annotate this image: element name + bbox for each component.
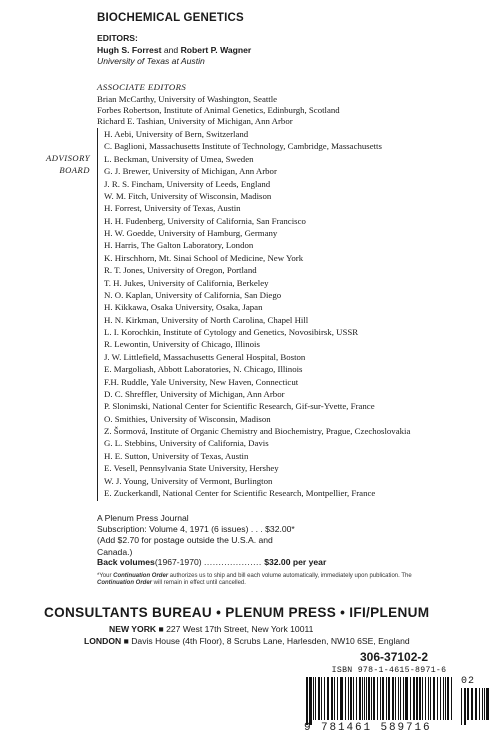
list-item: D. C. Shreffler, University of Michigan, Ann Arbor bbox=[104, 388, 285, 399]
publisher-name: CONSULTANTS BUREAU • PLENUM PRESS • IFI/PLENUM bbox=[44, 605, 430, 620]
barcode-bar bbox=[445, 677, 446, 720]
list-item: N. O. Kaplan, University of California, San Diego bbox=[104, 289, 282, 300]
list-item: G. L. Stebbins, University of California, Davis bbox=[104, 438, 269, 449]
note-emphasis: Continuation Order bbox=[97, 580, 152, 587]
list-item: Richard E. Tashian, University of Michigan, Ann Arbor bbox=[97, 116, 293, 127]
list-item: T. H. Jukes, University of California, Berkeley bbox=[104, 277, 269, 288]
barcode-bar bbox=[471, 688, 473, 720]
barcode-bar bbox=[373, 677, 375, 720]
barcode-digits: 9 781461 589716 bbox=[304, 722, 432, 734]
barcode-bar bbox=[419, 677, 421, 720]
address-text: ■ Davis House (4th Floor), 8 Scrubs Lane, Harlesden, NW10 6SE, England bbox=[121, 636, 410, 646]
editor-name: Hugh S. Forrest bbox=[97, 45, 162, 55]
editors-label: EDITORS: bbox=[97, 33, 138, 43]
barcode-bar bbox=[425, 677, 426, 720]
list-item: J. R. S. Fincham, University of Leeds, England bbox=[104, 178, 271, 189]
postage-note: (Add $2.70 for postage outside the U.S.A. and bbox=[97, 535, 273, 546]
barcode-bar bbox=[334, 677, 335, 720]
barcode-bar bbox=[388, 677, 390, 720]
list-item: J. W. Littlefield, Massachusetts General Hospital, Boston bbox=[104, 351, 306, 362]
barcode-bar bbox=[430, 677, 431, 720]
list-item: O. Smithies, University of Wisconsin, Madison bbox=[104, 413, 271, 424]
barcode-bar bbox=[395, 677, 396, 720]
barcode-bar bbox=[428, 677, 429, 720]
note-text: will remain in effect until cancelled. bbox=[152, 580, 246, 587]
barcode-bar bbox=[337, 677, 338, 720]
barcode-bar bbox=[440, 677, 441, 720]
barcode-bar bbox=[382, 677, 384, 720]
journal-title: BIOCHEMICAL GENETICS bbox=[97, 12, 244, 24]
note-text: *Your bbox=[97, 573, 114, 579]
barcode-bar bbox=[398, 677, 399, 720]
barcode bbox=[304, 666, 494, 742]
list-item: C. Baglioni, Massachusetts Institute of Technology, Cambridge, Massachusetts bbox=[104, 141, 382, 152]
list-item: E. Margoliash, Abbott Laboratories, N. Chicago, Illinois bbox=[104, 364, 303, 375]
list-item: R. Lewontin, University of Chicago, Illinois bbox=[104, 339, 260, 350]
leader-dots: .................... bbox=[204, 557, 262, 567]
barcode-bar bbox=[443, 677, 444, 720]
list-item: W. J. Young, University of Vermont, Burlington bbox=[104, 475, 273, 486]
barcode-bar bbox=[350, 677, 352, 720]
barcode-bar bbox=[340, 677, 343, 720]
list-item: K. Hirschhorn, Mt. Sinai School of Medicine, New York bbox=[104, 252, 304, 263]
barcode-bar bbox=[486, 688, 489, 720]
list-item: E. Vesell, Pennsylvania State University, Hershey bbox=[104, 463, 279, 474]
barcode-bar bbox=[368, 677, 370, 720]
barcode-bar bbox=[362, 677, 363, 720]
list-item: E. Zuckerkandl, National Center for Scientific Research, Montpellier, France bbox=[104, 487, 376, 498]
barcode-bar bbox=[479, 688, 480, 720]
new-york-address bbox=[109, 624, 313, 634]
isbn-text: ISBN 978-1-4615-8971-6 bbox=[331, 666, 447, 675]
barcode-bar bbox=[392, 677, 394, 720]
barcode-bar bbox=[437, 677, 438, 720]
list-item: L. Beckman, University of Umea, Sweden bbox=[104, 153, 254, 164]
barcode-bar bbox=[422, 677, 423, 720]
list-item: H. Harris, The Galton Laboratory, London bbox=[104, 240, 254, 251]
list-item: L. I. Korochkin, Institute of Cytology and Genetics, Novosibirsk, USSR bbox=[104, 327, 359, 337]
associate-editors-label: ASSOCIATE EDITORS bbox=[97, 82, 187, 92]
list-item: H. W. Goedde, University of Hamburg, Germany bbox=[104, 228, 278, 238]
subscription-info bbox=[97, 513, 295, 558]
city-label: LONDON bbox=[84, 636, 122, 646]
editors-names bbox=[97, 45, 251, 55]
editor-name: Robert P. Wagner bbox=[180, 45, 252, 55]
barcode-bar bbox=[377, 677, 378, 720]
list-item: H. Aebi, University of Bern, Switzerland bbox=[104, 129, 249, 139]
barcode-bar bbox=[451, 677, 452, 720]
advisory-label-line: BOARD bbox=[59, 164, 90, 175]
continuation-order-note bbox=[97, 573, 427, 588]
note-text: authorizes us to ship and bill each volume automatically, immediately upon publication. The bbox=[168, 573, 412, 579]
barcode-bar bbox=[321, 677, 322, 720]
list-item: H. N. Kirkman, University of North Carolina, Chapel Hill bbox=[104, 314, 309, 325]
barcode-bar bbox=[380, 677, 381, 720]
back-volumes-label: Back volumes bbox=[97, 557, 155, 567]
back-volumes-price: $32.00 per year bbox=[264, 557, 327, 567]
list-item: R. T. Jones, University of Oregon, Portland bbox=[104, 265, 257, 276]
barcode-bar bbox=[318, 677, 320, 720]
list-item: F.H. Ruddle, Yale University, New Haven, Connecticut bbox=[104, 376, 299, 387]
list-item: H. Kikkawa, Osaka University, Osaka, Japan bbox=[104, 302, 263, 313]
city-label: NEW YORK bbox=[109, 624, 157, 634]
barcode-bar bbox=[345, 677, 346, 720]
address-text: ■ 227 West 17th Street, New York 10011 bbox=[156, 624, 314, 634]
barcode-bar bbox=[482, 688, 483, 720]
barcode-bar bbox=[331, 677, 333, 720]
barcode-bar bbox=[364, 677, 365, 720]
advisory-board-list bbox=[104, 128, 410, 499]
back-volumes-years: (1967-1970) bbox=[154, 557, 202, 567]
barcode-bar bbox=[324, 677, 325, 720]
barcode-bar bbox=[366, 677, 367, 720]
barcode-bar bbox=[386, 677, 387, 720]
associate-editors-list bbox=[97, 94, 340, 127]
barcode-bar bbox=[348, 677, 349, 720]
price-code: 306-37102-2 bbox=[360, 650, 429, 664]
barcode-bar bbox=[327, 677, 329, 720]
list-item: G. J. Brewer, University of Michigan, Ann Arbor bbox=[104, 166, 277, 177]
subscription-line: Subscription: Volume 4, 1971 (6 issues) . . . $32.00* bbox=[97, 524, 295, 535]
barcode-bar bbox=[353, 677, 354, 720]
barcode-bar bbox=[467, 688, 469, 720]
back-volumes-line bbox=[97, 557, 326, 567]
barcode-bar bbox=[464, 688, 466, 725]
list-item: H. H. Fudenberg, University of California, San Francisco bbox=[104, 215, 306, 226]
press-line: A Plenum Press Journal bbox=[97, 513, 189, 523]
barcode-bar bbox=[475, 688, 477, 720]
list-item: W. M. Fitch, University of Wisconsin, Madison bbox=[104, 190, 272, 201]
barcode-addon-digits: 02 bbox=[461, 676, 476, 687]
barcode-bar bbox=[410, 677, 411, 720]
barcode-bar bbox=[413, 677, 415, 720]
barcode-bar bbox=[371, 677, 372, 720]
london-address bbox=[84, 636, 410, 646]
list-item: P. Slonimski, National Center for Scientific Research, Gif-sur-Yvette, France bbox=[104, 401, 375, 412]
postage-note-cont: Canada.) bbox=[97, 546, 133, 557]
editors-conjunction: and bbox=[161, 45, 181, 55]
barcode-bars bbox=[304, 677, 454, 725]
barcode-addon-bars bbox=[459, 688, 489, 725]
list-item: H. Forrest, University of Texas, Austin bbox=[104, 203, 241, 214]
list-item: Forbes Robertson, Institute of Animal Genetics, Edinburgh, Scotland bbox=[97, 105, 340, 116]
barcode-bar bbox=[416, 677, 418, 720]
barcode-bar bbox=[403, 677, 404, 720]
barcode-bar bbox=[315, 677, 316, 720]
barcode-bar bbox=[309, 677, 312, 725]
advisory-label-line: ADVISORY bbox=[46, 153, 90, 163]
barcode-bar bbox=[405, 677, 408, 720]
advisory-divider-line bbox=[97, 128, 98, 501]
list-item: Brian McCarthy, University of Washington, Seattle bbox=[97, 94, 278, 104]
barcode-bar bbox=[356, 677, 357, 720]
list-item: H. E. Sutton, University of Texas, Austin bbox=[104, 450, 249, 461]
barcode-bar bbox=[484, 688, 485, 720]
barcode-bar bbox=[313, 677, 314, 720]
barcode-bar bbox=[400, 677, 401, 720]
barcode-bar bbox=[306, 677, 308, 725]
barcode-bar bbox=[447, 677, 449, 720]
advisory-board-label bbox=[28, 153, 90, 176]
editors-affiliation: University of Texas at Austin bbox=[97, 56, 205, 66]
note-emphasis: Continuation Order bbox=[113, 573, 169, 579]
barcode-bar bbox=[433, 677, 435, 720]
barcode-bar bbox=[359, 677, 361, 720]
barcode-bar bbox=[461, 688, 462, 725]
list-item: Z. Šormová, Institute of Organic Chemistry and Biochemistry, Prague, Czechoslovakia bbox=[104, 426, 411, 436]
